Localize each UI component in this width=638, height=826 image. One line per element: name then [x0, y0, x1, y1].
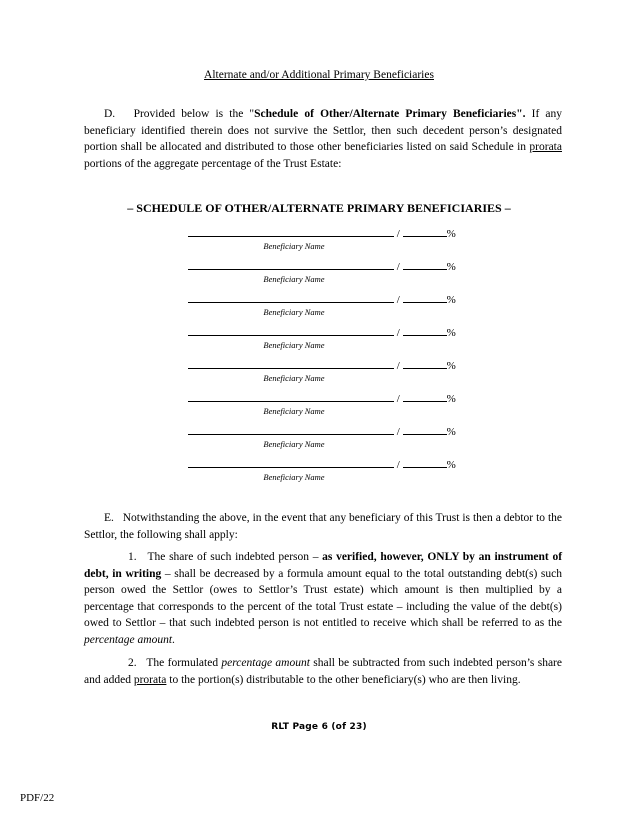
beneficiary-line [188, 459, 460, 471]
separator: / [396, 393, 400, 405]
paragraph-d: D. Provided below is the "Schedule of Other/Alternate Primary Beneficiaries". If any beneficiary identified therein does not survive the Settlor, then such decedent person’s designated portion shall be allocated and distributed to those other beneficiaries listed on said Schedule in prorata portions of the aggregate percentage of the Trust Estate: [84, 108, 563, 170]
separator: / [396, 327, 400, 339]
beneficiary-name-label: Beneficiary Name [263, 439, 325, 449]
percentage-blank [403, 400, 447, 402]
page-number: RLT Page 6 (of 23) [271, 722, 367, 732]
beneficiary-name-blank [188, 466, 394, 468]
beneficiary-line [188, 294, 460, 306]
percentage-blank [403, 367, 447, 369]
percentage-blank [403, 235, 447, 237]
beneficiary-name-label: Beneficiary Name [263, 472, 325, 482]
percent-sign: % [446, 261, 456, 273]
beneficiary-name-blank [188, 400, 394, 402]
paragraph-d-label: D. [104, 108, 116, 120]
separator: / [396, 426, 400, 438]
separator: / [396, 228, 400, 240]
percentage-blank [403, 301, 447, 303]
beneficiary-name-label: Beneficiary Name [263, 406, 325, 416]
separator: / [396, 360, 400, 372]
percent-sign: % [446, 393, 456, 405]
paragraph-e: E. Notwithstanding the above, in the event that any beneficiary of this Trust is then a debtor to the Settlor, the following shall apply: [84, 512, 563, 541]
item-1: 1. The share of such indebted person – as verified, however, ONLY by an instrument of debt, in writing – shall be decreased by a formula amount equal to the total outstanding debt(s) such person owed the Settlor (owes to Settlor’s Trust estate) which amount is then multiplied by a percentage that corresponds to the percent of the total Trust estate – including the value of the debt(s) owed to Settlor – that such indebted person is not entitled to receive which shall be referred to as the percentage amount. [84, 551, 563, 646]
beneficiary-line [188, 360, 460, 372]
beneficiary-name-blank [188, 433, 394, 435]
beneficiary-name-label: Beneficiary Name [263, 307, 325, 317]
beneficiary-name-label: Beneficiary Name [263, 373, 325, 383]
percentage-blank [403, 334, 447, 336]
document-code: PDF/22 [20, 792, 55, 804]
item-2: 2. The formulated percentage amount shall be subtracted from such indebted person’s share and added prorata to the portion(s) distributable to the other beneficiary(s) who are then living. [84, 657, 562, 686]
beneficiary-name-blank [188, 367, 394, 369]
beneficiary-line [188, 327, 460, 339]
schedule-title: – SCHEDULE OF OTHER/ALTERNATE PRIMARY BENEFICIARIES – [127, 201, 511, 215]
separator: / [396, 459, 400, 471]
beneficiary-name-label: Beneficiary Name [263, 241, 325, 251]
percentage-blank [403, 268, 447, 270]
percent-sign: % [446, 459, 456, 471]
section-title: Alternate and/or Additional Primary Beneficiaries [204, 69, 434, 81]
separator: / [396, 294, 400, 306]
percent-sign: % [446, 294, 456, 306]
beneficiary-name-blank [188, 268, 394, 270]
percent-sign: % [446, 228, 456, 240]
separator: / [396, 261, 400, 273]
paragraph-e-label: E. [104, 512, 114, 524]
percent-sign: % [446, 360, 456, 372]
percentage-blank [403, 433, 447, 435]
beneficiary-name-label: Beneficiary Name [263, 340, 325, 350]
beneficiary-line [188, 261, 460, 273]
item-1-label: 1. [128, 551, 137, 563]
beneficiary-line [188, 228, 460, 240]
beneficiary-name-blank [188, 235, 394, 237]
percent-sign: % [446, 327, 456, 339]
beneficiary-name-label: Beneficiary Name [263, 274, 325, 284]
beneficiary-line [188, 393, 460, 405]
percentage-blank [403, 466, 447, 468]
beneficiary-name-blank [188, 334, 394, 336]
beneficiary-name-blank [188, 301, 394, 303]
beneficiary-line [188, 426, 460, 438]
item-2-label: 2. [128, 657, 137, 669]
percent-sign: % [446, 426, 456, 438]
